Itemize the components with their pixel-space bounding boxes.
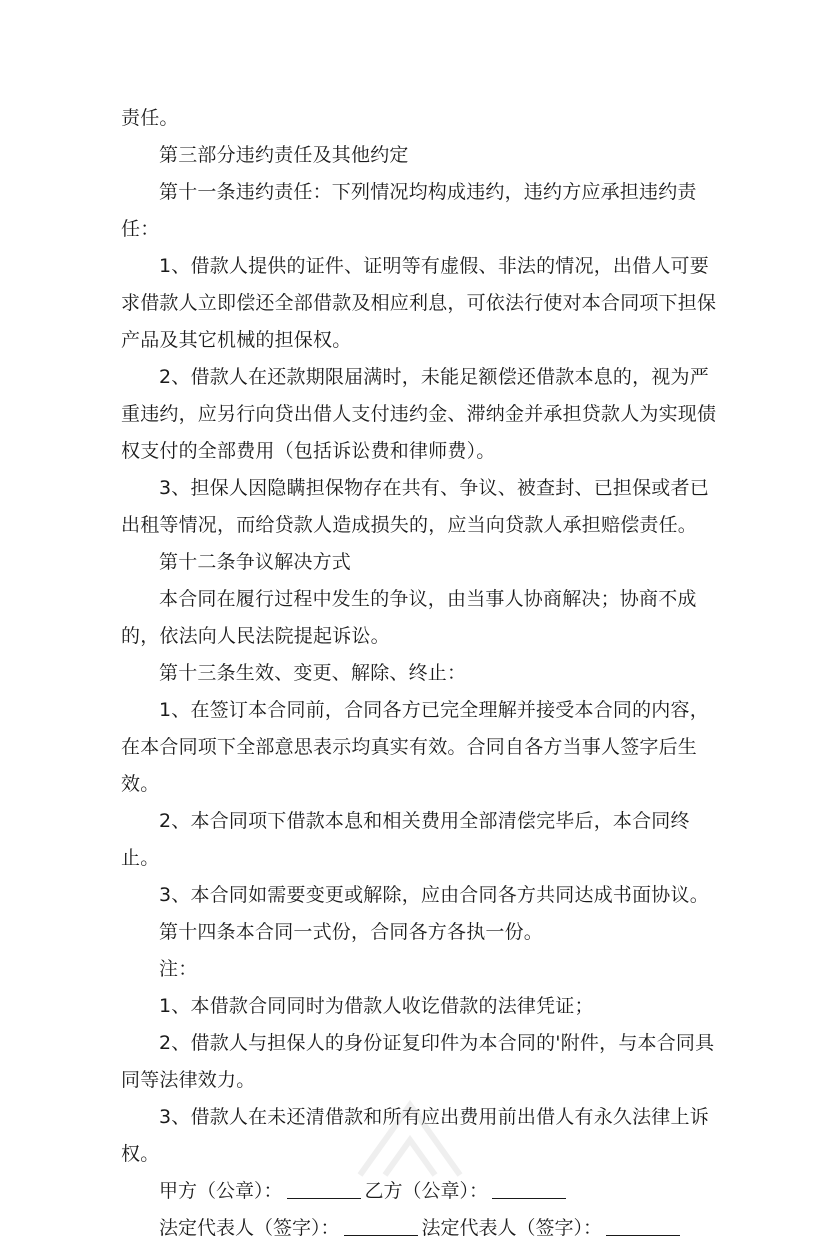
party-b-rep-blank[interactable]: [606, 1216, 680, 1236]
note-2: 2、借款人与担保人的身份证复印件为本合同的'附件，与本合同具同等法律效力。: [121, 1032, 715, 1091]
document-body: [121, 100, 721, 1247]
article-14: 第十四条本合同一式份，合同各方各执一份。: [159, 921, 544, 943]
article-13-heading: 第十三条生效、变更、解除、终止：: [159, 662, 467, 684]
article-13-clause-2: 2、本合同项下借款本息和相关费用全部清偿完毕后，本合同终止。: [121, 810, 690, 869]
watermark-icon: [340, 1085, 480, 1185]
article-11-clause-2: 2、借款人在还款期限届满时，未能足额偿还借款本息的，视为严重违约，应另行向贷出借人支付违约金、滞纳金并承担贷款人为实现债权支付的全部费用（包括诉讼费和律师费）。: [121, 366, 717, 462]
representative-signature-line: [121, 1210, 721, 1247]
article-11-clause-1: 1、借款人提供的证件、证明等有虚假、非法的情况，出借人可要求借款人立即偿还全部借款及相应利息，可依法行使对本合同项下担保产品及其它机械的担保权。: [121, 255, 717, 351]
note-3: 3、借款人在未还清借款和所有应出费用前出借人有永久法律上诉权。: [121, 1106, 709, 1165]
article-12-heading: 第十二条争议解决方式: [159, 551, 352, 573]
party-a-seal-label: 甲方（公章）：: [159, 1180, 283, 1202]
note-1: 1、本借款合同同时为借款人收讫借款的法律凭证；: [159, 995, 594, 1017]
article-13-clause-3: 3、本合同如需要变更或解除，应由合同各方共同达成书面协议。: [159, 884, 709, 906]
article-11-clause-3: 3、担保人因隐瞒担保物存在共有、争议、被查封、已担保或者已出租等情况，而给贷款人造成损失的，应当向贷款人承担赔偿责任。: [121, 477, 709, 536]
section-heading-part-three: 第三部分违约责任及其他约定: [159, 144, 409, 166]
party-a-rep-label: 法定代表人（签字）：: [159, 1217, 340, 1239]
party-b-rep-label: 法定代表人（签字）：: [421, 1217, 603, 1239]
article-11-heading: 第十一条违约责任：下列情况均构成违约，违约方应承担违约责任：: [121, 181, 697, 240]
notes-heading: 注：: [159, 958, 198, 980]
party-a-rep-blank[interactable]: [344, 1216, 418, 1236]
party-b-seal-label: 乙方（公章）：: [364, 1180, 489, 1202]
article-13-clause-1: 1、在签订本合同前，合同各方已完全理解并接受本合同的内容，在本合同项下全部意思表示均真实有效。合同自各方当事人签字后生效。: [121, 699, 709, 795]
party-b-seal-blank[interactable]: [492, 1179, 566, 1199]
article-12-body: 本合同在履行过程中发生的争议，由当事人协商解决；协商不成的，依法向人民法院提起诉讼。: [121, 588, 697, 647]
paragraph-continuation: 责任。: [121, 107, 179, 129]
